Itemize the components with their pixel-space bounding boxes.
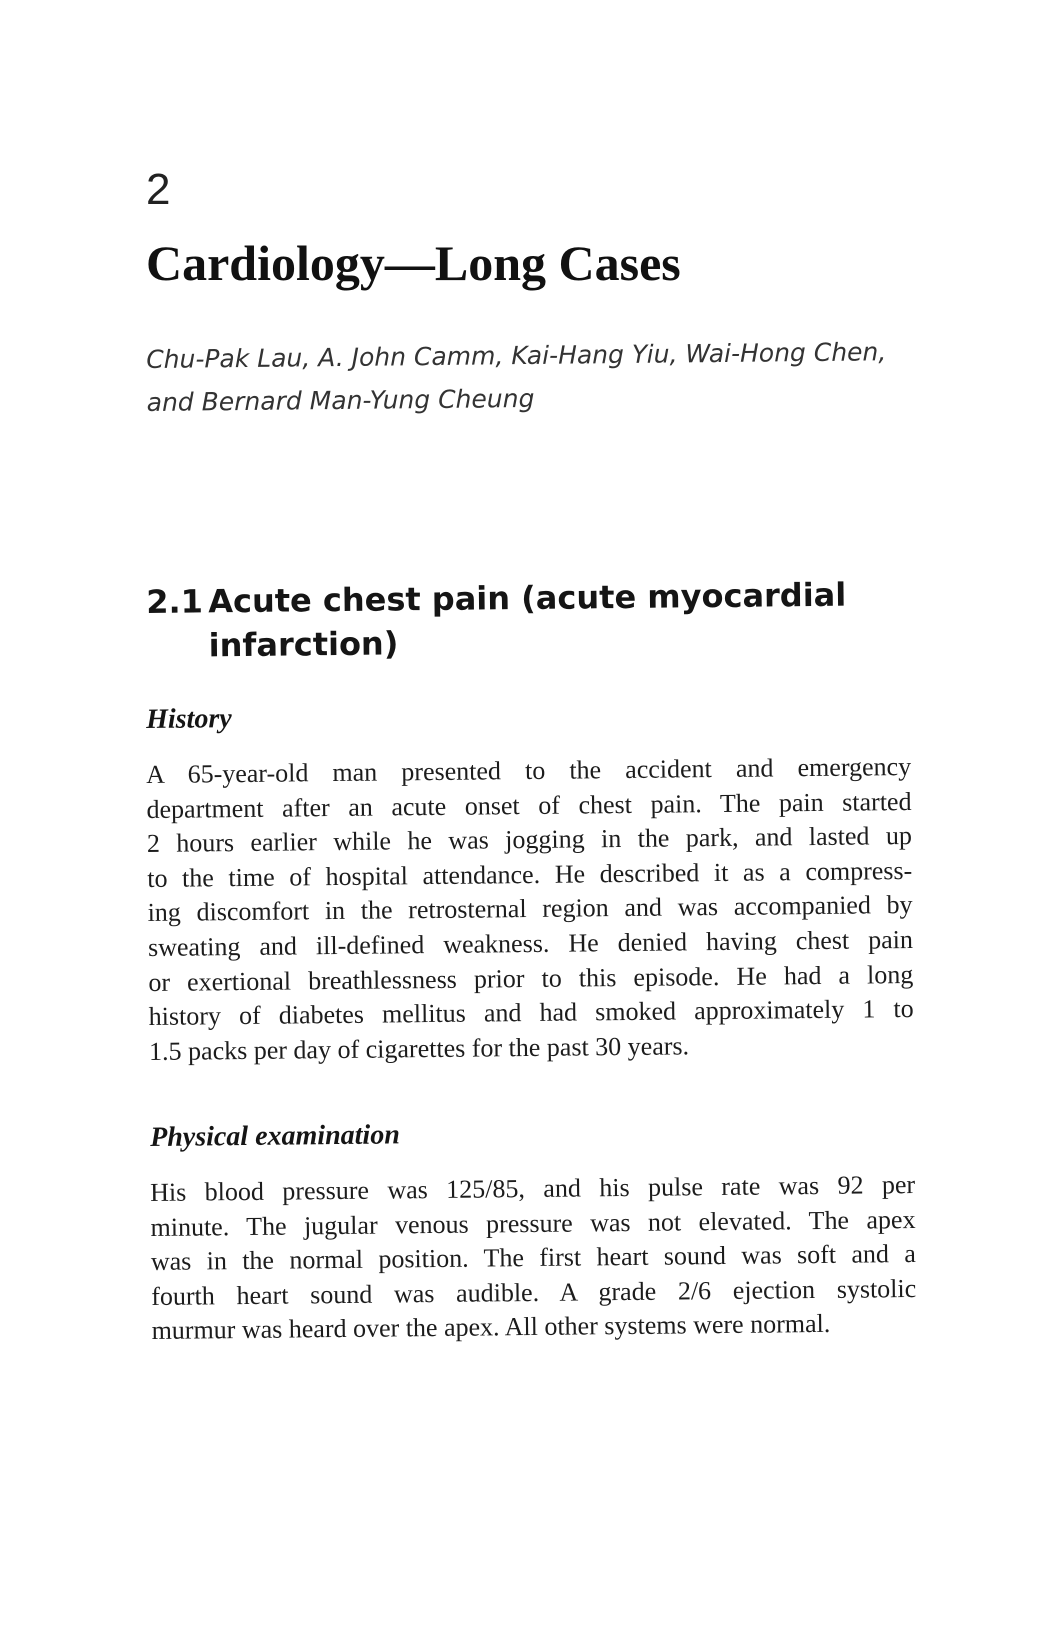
physical-examination-line: murmur was heard over the apex. All other systems were normal.: [151, 1309, 831, 1346]
history-line: A 65-year-old man presented to the accident and emergency: [146, 751, 912, 789]
physical-examination-line: fourth heart sound was audible. A grade 2/6 ejection systolic: [151, 1273, 917, 1311]
section-title-line-2: infarction): [208, 624, 399, 665]
history-line: or exertional breathlessness prior to this episode. He had a long: [148, 959, 914, 997]
physical-examination-line: His blood pressure was 125/85, and his pulse rate was 92 per: [150, 1169, 916, 1207]
chapter-number: 2: [146, 165, 171, 214]
author-list: [146, 330, 947, 424]
physical-examination-paragraph: [150, 1168, 917, 1349]
section-title-line-1: Acute chest pain (acute myocardial: [208, 575, 847, 621]
history-line: sweating and ill-defined weakness. He denied having chest pain: [147, 924, 914, 962]
history-line: ing discomfort in the retrosternal region and was accompanied by: [147, 890, 913, 928]
history-line: 1.5 packs per day of cigarettes for the past 30 years.: [148, 1031, 690, 1066]
history-paragraph: [146, 750, 914, 1069]
physical-examination-heading: Physical examination: [149, 1119, 400, 1153]
physical-examination-line: minute. The jugular venous pressure was not elevated. The apex: [150, 1204, 916, 1242]
author-line-2: and Bernard Man-Yung Cheung: [146, 383, 535, 417]
history-line: history of diabetes mellitus and had smoked approximately 1 to: [148, 994, 914, 1032]
history-line: department after an acute onset of chest pain. The pain started: [146, 786, 912, 824]
history-line: to the time of hospital attendance. He described it as a compress-: [147, 855, 913, 893]
history-line: 2 hours earlier while he was jogging in the park, and lasted up: [146, 821, 913, 859]
history-heading: History: [145, 703, 232, 735]
section-heading: [146, 573, 847, 668]
section-number: 2.1: [146, 582, 204, 621]
chapter-title: Cardiology—Long Cases: [146, 235, 681, 291]
physical-examination-line: was in the normal position. The first heart sound was soft and a: [150, 1239, 917, 1277]
author-line-1: Chu-Pak Lau, A. John Camm, Kai-Hang Yiu, Wai-Hong Chen,: [146, 337, 887, 374]
